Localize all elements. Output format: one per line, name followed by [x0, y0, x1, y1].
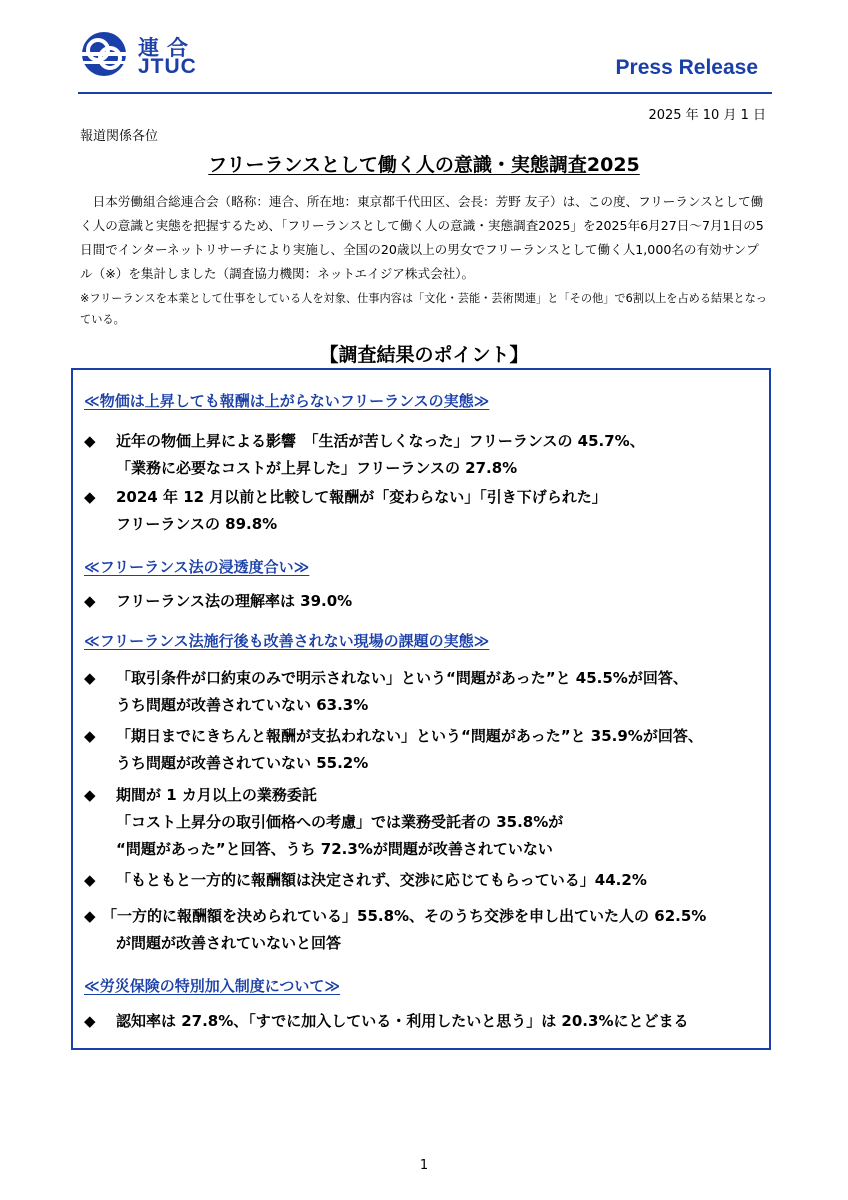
jtuc-logo-mark-icon: [78, 28, 134, 80]
item-line: 「取引条件が口約束のみで明示されない」という“問題があった”と 45.5%が回答、: [116, 669, 688, 687]
section-heading: ≪労災保険の特別加入制度について≫: [84, 977, 341, 995]
document-title: フリーランスとして働く人の意識・実態調査2025: [208, 154, 640, 176]
jtuc-logo: [78, 28, 208, 80]
diamond-bullet-icon: ◆: [84, 907, 96, 925]
item-line: 「もともと一方的に報酬額は決定されず、交渉に応じてもらっている」44.2%: [116, 871, 647, 889]
release-date: 2025 年 10 月 1 日: [648, 108, 766, 123]
diamond-bullet-icon: ◆: [84, 871, 96, 889]
press-release-label: Press Release: [615, 56, 758, 79]
bullet-item: [84, 782, 768, 863]
item-line: うち問題が改善されていない 55.2%: [116, 754, 369, 772]
item-line: 「業務に必要なコストが上昇した」フリーランスの 27.8%: [116, 459, 518, 477]
item-line: 「一方的に報酬額を決められている」55.8%、そのうち交渉を申し出ていた人の 62.5%: [102, 907, 707, 925]
item-line: フリーランス法の理解率は 39.0%: [116, 592, 353, 610]
diamond-bullet-icon: ◆: [84, 669, 96, 687]
item-line: 「コスト上昇分の取引価格への考慮」では業務受託者の 35.8%が: [116, 813, 564, 831]
bullet-item: [84, 665, 768, 719]
footnote-paragraph: ※フリーランスを本業として仕事をしている人を対象、仕事内容は「文化・芸能・芸術関連」と「その他」で6割以上を占める結果となっている。: [80, 292, 767, 326]
points-heading: 【調査結果のポイント】: [319, 344, 529, 366]
bullet-item: [84, 723, 768, 777]
header-divider: [78, 92, 772, 94]
bullet-item: [84, 484, 768, 538]
diamond-bullet-icon: ◆: [84, 786, 96, 804]
section-heading: ≪フリーランス法の浸透度合い≫: [84, 558, 310, 576]
recipient-line: 報道関係各位: [80, 129, 159, 144]
page-number: 1: [419, 1158, 429, 1173]
item-line: 2024 年 12 月以前と比較して報酬が「変わらない」「引き下げられた」: [116, 488, 607, 506]
section-heading: ≪フリーランス法施行後も改善されない現場の課題の実態≫: [84, 632, 490, 650]
item-line: 認知率は 27.8%、「すでに加入している・利用したいと思う」は 20.3%にとどまる: [116, 1012, 689, 1030]
intro-paragraph: 日本労働組合総連合会（略称：連合、所在地：東京都千代田区、会長：芳野 友子）は、この度、フリーランスとして働く人の意識と実態を把握するため、「フリーランスとして働く人の意識・実態調査2025」を2025年6月27日～7月1日の5日間でインターネットリサーチにより実施し、全国の20歳以上の男女でフリーランスとして働く人1,000名の有効サンプル（※）を集計しました（調査協力機関：ネットエイジア株式会社）。: [80, 194, 764, 281]
bullet-item: [84, 428, 768, 482]
bullet-item: [84, 867, 768, 894]
diamond-bullet-icon: ◆: [84, 432, 96, 450]
diamond-bullet-icon: ◆: [84, 592, 96, 610]
bullet-item: [84, 903, 768, 957]
diamond-bullet-icon: ◆: [84, 727, 96, 745]
logo-text-en: JTUC: [138, 55, 197, 78]
item-line: “問題があった”と回答、うち 72.3%が問題が改善されていない: [116, 840, 553, 858]
logo-text-ja: 連合: [138, 36, 196, 60]
item-line: 近年の物価上昇による影響 「生活が苦しくなった」フリーランスの 45.7%、: [116, 432, 645, 450]
section-heading: ≪物価は上昇しても報酬は上がらないフリーランスの実態≫: [84, 392, 490, 410]
item-line: 期間が 1 カ月以上の業務委託: [116, 786, 317, 804]
diamond-bullet-icon: ◆: [84, 488, 96, 506]
item-line: が問題が改善されていないと回答: [116, 934, 342, 952]
item-line: 「期日までにきちんと報酬が支払われない」という“問題があった”と 35.9%が回答、: [116, 727, 703, 745]
item-line: うち問題が改善されていない 63.3%: [116, 696, 369, 714]
diamond-bullet-icon: ◆: [84, 1012, 96, 1030]
survey-points-box: [71, 368, 771, 1050]
bullet-item: [84, 1008, 768, 1035]
item-line: フリーランスの 89.8%: [116, 515, 278, 533]
bullet-item: [84, 588, 768, 615]
